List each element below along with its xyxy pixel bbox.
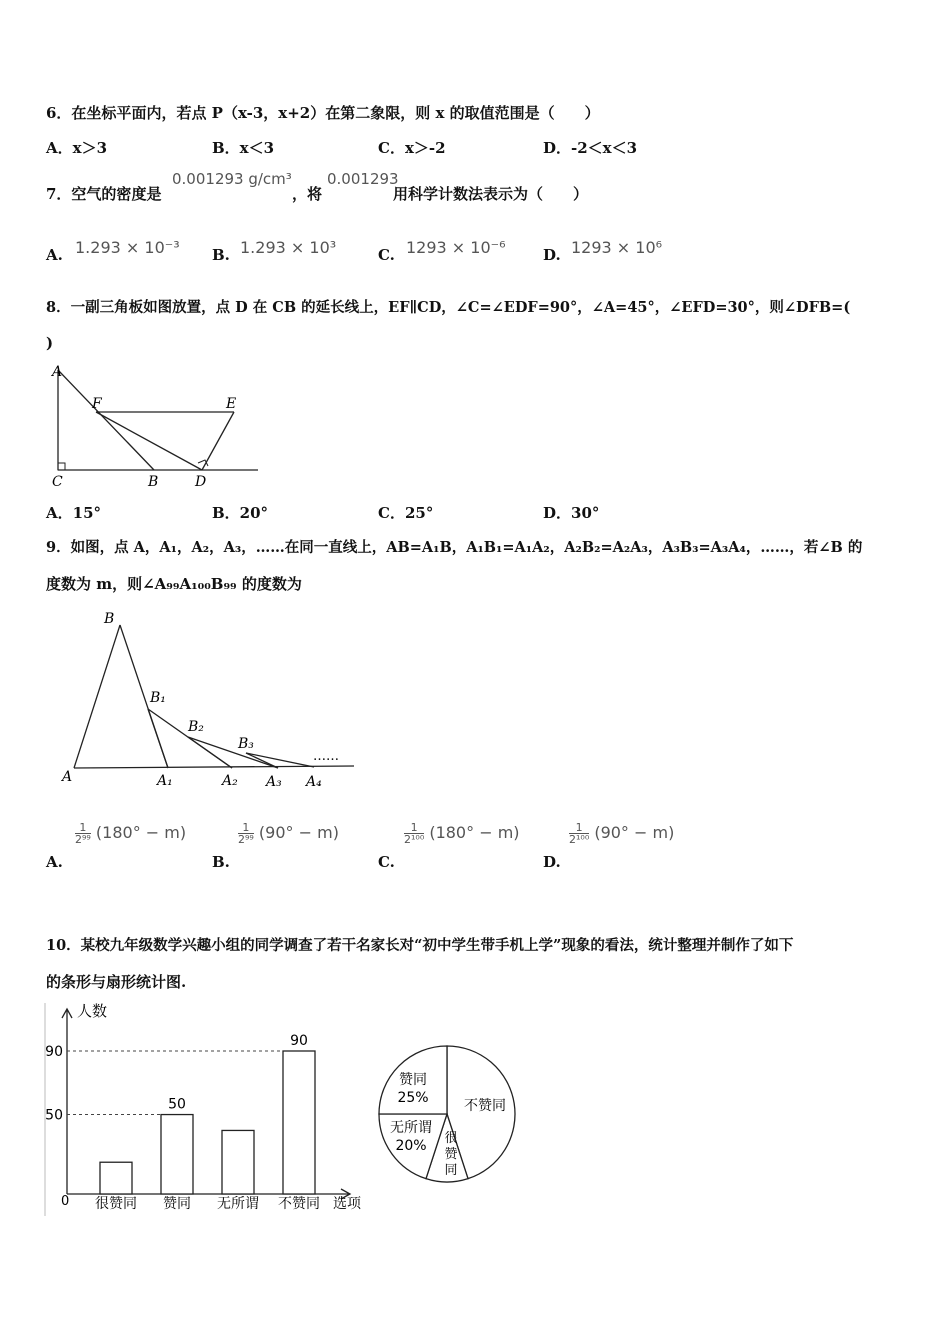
q9-option-b-num: 1 — [238, 822, 254, 834]
q9-option-b-expr: (90° − m) — [258, 823, 339, 842]
q7-density: 0.001293 g/cm³ — [172, 170, 292, 188]
q9-option-b-fraction — [238, 822, 254, 845]
q9-label-d-option: D. — [543, 853, 561, 871]
q9-segment-a2b2 — [188, 737, 232, 768]
pie-chart-marks — [379, 1046, 515, 1182]
q9-option-c-den: 2¹⁰⁰ — [404, 833, 425, 846]
bar-chart-marks — [45, 1033, 320, 1212]
q9-option-b-den: 2⁹⁹ — [238, 833, 254, 846]
q9-text-line2: 度数为 m，则∠A₉₉A₁₀₀B₉₉ 的度数为 — [46, 575, 302, 593]
q7-option-d: 1293 × 10⁶ — [571, 238, 663, 257]
q8-segment-ed — [202, 412, 234, 470]
q9-label-a: A — [62, 769, 73, 785]
q9-option-b — [238, 822, 339, 845]
q8-label-d: D — [195, 474, 207, 490]
q9-option-a-num: 1 — [75, 822, 91, 834]
q6-option-a: A．x＞3 — [46, 139, 108, 157]
q9-option-a-fraction — [75, 822, 91, 845]
q8-label-f: F — [92, 396, 102, 412]
q9-segment-b2a3 — [188, 737, 278, 768]
q9-option-d-num: 1 — [569, 822, 589, 834]
q9-label-a4: A₄ — [306, 774, 322, 790]
q7-label-c: C. — [378, 246, 395, 264]
pie-label-1-char-0: 很 — [444, 1131, 458, 1146]
q9-option-a-expr: (180° − m) — [95, 823, 187, 842]
bar-data-label-1: 50 — [168, 1096, 186, 1113]
q9-segment-a1b1 — [148, 709, 168, 768]
q9-label-b: B — [104, 611, 115, 627]
q9-text-line1: 9．如图，点 A，A₁，A₂，A₃，……在同一直线上，AB=A₁B，A₁B₁=A₁A₂，A₂B₂=A₂A₃，A₃B₃=A₃A₄，……，若∠B 的 — [46, 539, 863, 556]
q9-label-b3: B₃ — [238, 736, 254, 752]
q9-segment-ab — [74, 625, 120, 768]
bar-2 — [222, 1130, 254, 1194]
pie-label-2: 无所谓 — [390, 1120, 432, 1136]
q9-option-c-expr: (180° − m) — [429, 823, 520, 842]
q9-option-a-den: 2⁹⁹ — [75, 833, 91, 846]
bar-data-label-3: 90 — [290, 1033, 308, 1049]
q9-option-c-fraction — [404, 822, 424, 845]
q8-option-d: D．30° — [543, 504, 600, 522]
q9-label-b2: B₂ — [188, 719, 204, 735]
q9-label-b-option: B. — [212, 853, 230, 871]
bar-category-label-1: 赞同 — [163, 1196, 191, 1212]
q10-text-line2: 的条形与扇形统计图. — [46, 973, 187, 991]
q8-segment-fd — [96, 412, 202, 470]
q7-suffix: 用科学计数法表示为（ ） — [393, 185, 589, 203]
q8-segment-ab — [58, 370, 154, 470]
q10-text-line1: 10．某校九年级数学兴趣小组的同学调查了若干名家长对“初中学生带手机上学”现象的看法，统计整理并制作了如下 — [46, 937, 794, 954]
q9-label-dots: …… — [313, 749, 339, 764]
q9-option-c-num: 1 — [404, 822, 424, 834]
q6-option-b: B．x＜3 — [212, 139, 275, 157]
q8-option-b: B．20° — [212, 504, 269, 522]
q6-text: 6．在坐标平面内，若点 P（x-3，x+2）在第二象限，则 x 的取值范围是（ ） — [46, 104, 600, 122]
q7-prefix: 7．空气的密度是 — [46, 185, 162, 203]
q7-option-b: 1.293 × 10³ — [240, 238, 337, 257]
q9-label-a3: A₃ — [266, 774, 282, 790]
q7-number: 0.001293 — [327, 170, 399, 188]
q9-label-a-option: A. — [46, 853, 63, 871]
bar-y-tick-0: 90 — [45, 1044, 63, 1060]
q9-option-a — [75, 822, 186, 845]
q7-label-a: A. — [46, 246, 63, 264]
q8-label-a: A — [52, 364, 63, 380]
pie-label-1-char-2: 同 — [444, 1163, 458, 1178]
bar-category-label-2: 无所谓 — [217, 1196, 259, 1212]
q9-option-d-fraction — [569, 822, 589, 845]
q6-option-c: C．x＞-2 — [378, 139, 446, 157]
q9-option-d-den: 2¹⁰⁰ — [569, 833, 590, 846]
bar-3 — [283, 1051, 315, 1194]
bar-0 — [100, 1162, 132, 1194]
q9-option-c — [404, 822, 520, 845]
q9-label-a2: A₂ — [222, 773, 238, 789]
bar-chart — [40, 998, 380, 1218]
pie-chart — [372, 1042, 522, 1192]
q8-label-c: C — [52, 474, 63, 490]
bar-y-tick-1: 50 — [45, 1107, 63, 1124]
q9-label-b1: B₁ — [150, 690, 166, 706]
q8-text-line2: ) — [46, 334, 54, 352]
pie-percent-3: 25% — [397, 1090, 429, 1106]
q7-label-b: B. — [212, 246, 230, 264]
q8-text-line1: 8．一副三角板如图放置，点 D 在 CB 的延长线上，EF∥CD，∠C=∠EDF=90°，∠A=45°，∠EFD=30°，则∠DFB=( — [46, 299, 851, 316]
q8-option-a: A．15° — [46, 504, 102, 522]
bar-1 — [161, 1115, 193, 1194]
q7-middle: ，将 — [292, 185, 323, 203]
pie-label-1-char-1: 赞 — [444, 1147, 458, 1162]
q7-option-a: 1.293 × 10⁻³ — [75, 238, 180, 257]
q7-label-d: D. — [543, 246, 561, 264]
bar-category-label-0: 很赞同 — [95, 1196, 137, 1212]
bar-chart-ylabel: 人数 — [77, 1002, 108, 1020]
q9-label-a1: A₁ — [157, 773, 173, 789]
q9-figure — [58, 605, 368, 795]
q8-label-b: B — [148, 474, 159, 490]
pie-percent-2: 20% — [395, 1138, 427, 1154]
q9-option-d — [569, 822, 674, 845]
q7-option-c: 1293 × 10⁻⁶ — [406, 238, 506, 257]
q9-label-c-option: C. — [378, 853, 395, 871]
bar-chart-xlabel: 选项 — [333, 1196, 361, 1212]
q6-option-d: D．-2＜x＜3 — [543, 139, 638, 157]
q8-figure — [40, 360, 270, 490]
pie-label-0: 不赞同 — [464, 1098, 506, 1114]
bar-chart-origin: 0 — [61, 1194, 70, 1209]
q9-segment-a3b3 — [246, 753, 278, 768]
q8-label-e: E — [226, 396, 237, 412]
q8-option-c: C．25° — [378, 504, 434, 522]
q8-right-angle-c — [58, 463, 65, 470]
q9-option-d-expr: (90° − m) — [594, 823, 675, 842]
pie-label-3: 赞同 — [399, 1072, 427, 1088]
bar-category-label-3: 不赞同 — [278, 1196, 320, 1212]
